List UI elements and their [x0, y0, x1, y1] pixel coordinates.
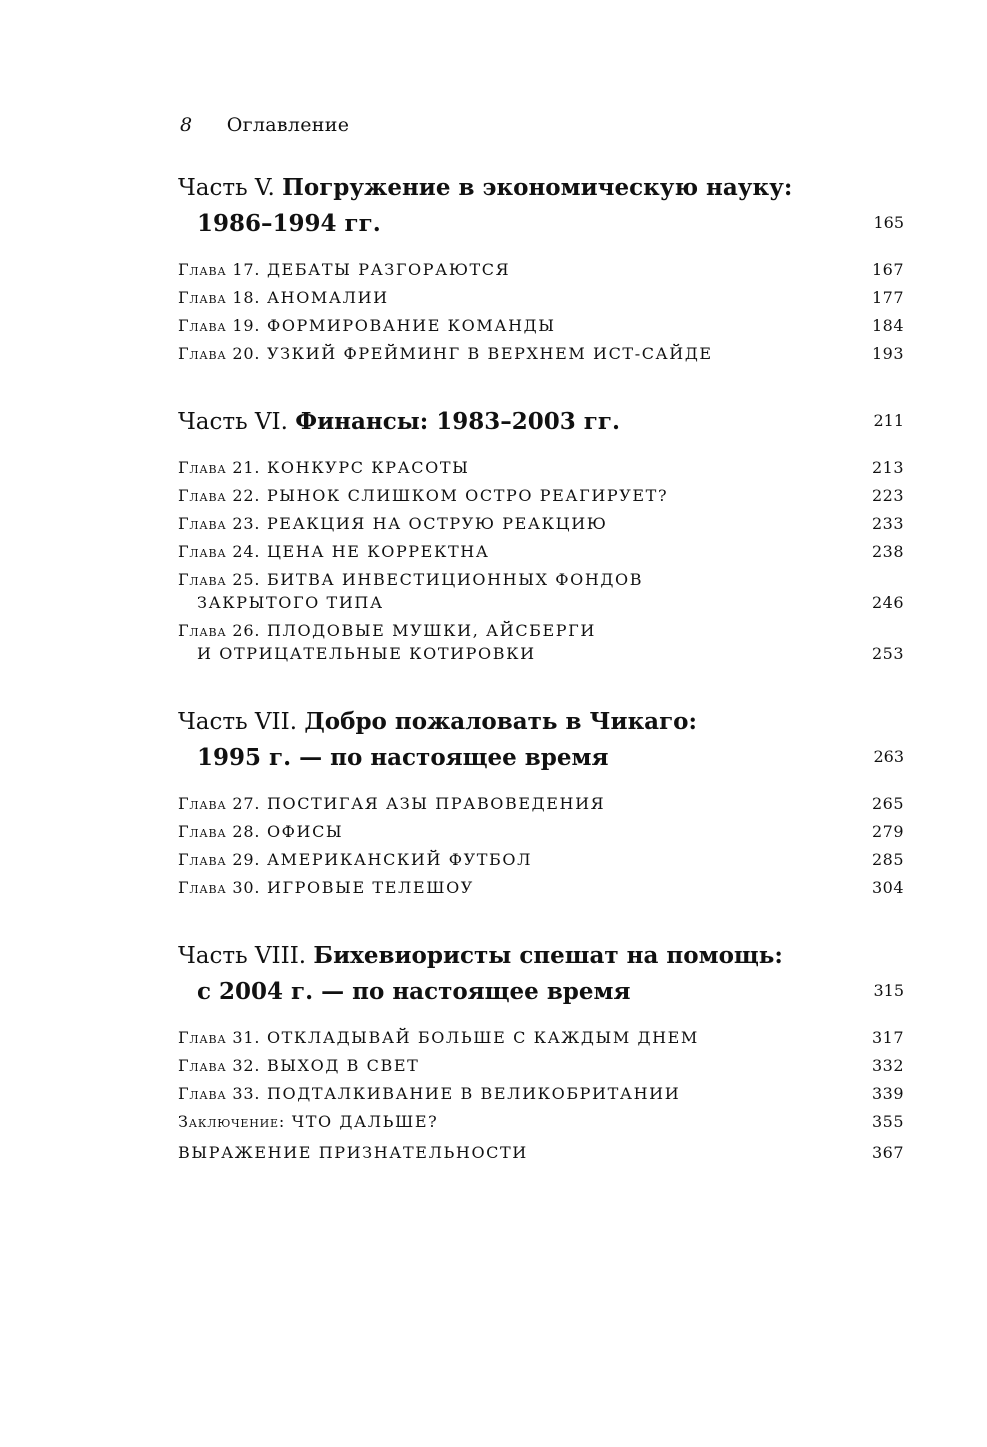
- part-label: Часть VI.: [178, 409, 288, 435]
- chapter-page-number: 304: [871, 878, 904, 897]
- chapter-page-number: 253: [871, 644, 904, 663]
- part-label: Часть VIII.: [178, 943, 307, 969]
- chapter-prefix: Заключение:: [178, 1112, 286, 1131]
- chapter-page-number: 167: [871, 260, 904, 279]
- chapter-entry[interactable]: [178, 286, 904, 309]
- chapter-entry[interactable]: [178, 484, 904, 507]
- chapter-entry[interactable]: [178, 792, 904, 815]
- back-matter-page-number: 367: [871, 1143, 904, 1162]
- chapter-page-number: 213: [871, 458, 904, 477]
- chapter-entry[interactable]: [178, 1026, 904, 1049]
- chapter-page-number: 193: [871, 344, 904, 363]
- chapter-page-number: 285: [871, 850, 904, 869]
- chapter-title-line2: И ОТРИЦАТЕЛЬНЫЕ КОТИРОВКИ: [197, 644, 536, 663]
- chapter-entry[interactable]: [178, 1054, 904, 1077]
- part-heading-continued: [178, 740, 904, 776]
- section-spacer: [178, 904, 904, 938]
- chapter-page-number: 317: [871, 1028, 904, 1047]
- chapter-title: ВЫХОД В СВЕТ: [266, 1056, 420, 1075]
- chapter-entry[interactable]: [178, 540, 904, 563]
- chapter-title: ДЕБАТЫ РАЗГОРАЮТСЯ: [266, 260, 511, 279]
- chapter-entry[interactable]: [178, 619, 904, 665]
- chapter-prefix: Глава 27.: [178, 794, 261, 813]
- chapter-entry[interactable]: [178, 1110, 904, 1133]
- chapter-page-number: 177: [871, 288, 904, 307]
- part-heading[interactable]: [178, 170, 904, 206]
- chapter-entry[interactable]: [178, 512, 904, 535]
- chapter-entry[interactable]: [178, 876, 904, 899]
- chapter-title: ЦЕНА НЕ КОРРЕКТНА: [266, 542, 490, 561]
- chapter-title: АМЕРИКАНСКИЙ ФУТБОЛ: [266, 850, 533, 869]
- chapter-entry[interactable]: [178, 820, 904, 843]
- part-page-number: 165: [873, 213, 904, 232]
- chapter-prefix: Глава 25.: [178, 570, 261, 589]
- chapter-title: АНОМАЛИИ: [266, 288, 389, 307]
- toc-part: [178, 938, 904, 1010]
- chapter-page-number: 233: [871, 514, 904, 533]
- part-title-line2: с 2004 г. — по настоящее время: [197, 978, 631, 1005]
- chapter-prefix: Глава 32.: [178, 1056, 261, 1075]
- chapter-prefix: Глава 23.: [178, 514, 261, 533]
- chapter-page-number: 246: [871, 593, 904, 612]
- chapter-prefix: Глава 18.: [178, 288, 261, 307]
- chapter-prefix: Глава 20.: [178, 344, 261, 363]
- chapter-entry[interactable]: [178, 1082, 904, 1105]
- chapter-page-number: 279: [871, 822, 904, 841]
- toc-part: [178, 704, 904, 776]
- part-label: Часть V.: [178, 175, 275, 201]
- chapter-title: ОТКЛАДЫВАЙ БОЛЬШЕ С КАЖДЫМ ДНЕМ: [266, 1028, 699, 1047]
- chapter-title: ФОРМИРОВАНИЕ КОМАНДЫ: [266, 316, 556, 335]
- chapter-prefix: Глава 31.: [178, 1028, 261, 1047]
- part-title: Погружение в экономическую науку:: [282, 174, 793, 201]
- running-head: [180, 114, 349, 136]
- chapter-title: КОНКУРС КРАСОТЫ: [266, 458, 470, 477]
- chapter-title: БИТВА ИНВЕСТИЦИОННЫХ ФОНДОВ: [266, 570, 644, 589]
- back-matter-title: ВЫРАЖЕНИЕ ПРИЗНАТЕЛЬНОСТИ: [178, 1143, 528, 1162]
- chapter-entry[interactable]: [178, 342, 904, 365]
- chapter-page-number: 238: [871, 542, 904, 561]
- chapter-prefix: Глава 29.: [178, 850, 261, 869]
- chapter-prefix: Глава 26.: [178, 621, 261, 640]
- chapter-prefix: Глава 17.: [178, 260, 261, 279]
- part-heading-continued: [178, 974, 904, 1010]
- chapter-title: ОФИСЫ: [266, 822, 344, 841]
- toc-part: [178, 404, 904, 440]
- chapter-entry[interactable]: [178, 314, 904, 337]
- part-label: Часть VII.: [178, 709, 298, 735]
- chapter-prefix: Глава 33.: [178, 1084, 261, 1103]
- toc-part: [178, 170, 904, 242]
- chapter-title: ЧТО ДАЛЬШЕ?: [291, 1112, 439, 1131]
- section-spacer: [178, 670, 904, 704]
- chapter-title: ИГРОВЫЕ ТЕЛЕШОУ: [266, 878, 474, 897]
- chapter-title: ПОДТАЛКИВАНИЕ В ВЕЛИКОБРИТАНИИ: [266, 1084, 681, 1103]
- part-page-number: 211: [873, 411, 904, 430]
- chapter-prefix: Глава 21.: [178, 458, 261, 477]
- part-heading-continued: [178, 206, 904, 242]
- chapter-title: УЗКИЙ ФРЕЙМИНГ В ВЕРХНЕМ ИСТ-САЙДЕ: [266, 344, 713, 363]
- chapter-title-line2: ЗАКРЫТОГО ТИПА: [197, 593, 384, 612]
- chapter-prefix: Глава 22.: [178, 486, 261, 505]
- chapter-page-number: 355: [871, 1112, 904, 1131]
- chapter-entry[interactable]: [178, 848, 904, 871]
- chapter-entry[interactable]: [178, 258, 904, 281]
- part-title: Добро пожаловать в Чикаго:: [304, 708, 698, 735]
- chapter-prefix: Глава 28.: [178, 822, 261, 841]
- chapter-prefix: Глава 30.: [178, 878, 261, 897]
- chapter-prefix: Глава 24.: [178, 542, 261, 561]
- part-heading[interactable]: [178, 704, 904, 740]
- chapter-prefix: Глава 19.: [178, 316, 261, 335]
- chapter-page-number: 265: [871, 794, 904, 813]
- chapter-page-number: 339: [871, 1084, 904, 1103]
- chapter-title: РЕАКЦИЯ НА ОСТРУЮ РЕАКЦИЮ: [266, 514, 608, 533]
- part-title: Финансы: 1983–2003 гг.: [295, 408, 620, 435]
- chapter-title: РЫНОК СЛИШКОМ ОСТРО РЕАГИРУЕТ?: [266, 486, 669, 505]
- part-page-number: 315: [873, 981, 904, 1000]
- chapter-page-number: 332: [871, 1056, 904, 1075]
- chapter-entry[interactable]: [178, 456, 904, 479]
- part-title: Бихевиористы спешат на помощь:: [313, 942, 783, 969]
- page-number: 8: [180, 114, 193, 136]
- chapter-title: ПОСТИГАЯ АЗЫ ПРАВОВЕДЕНИЯ: [266, 794, 606, 813]
- running-head-title: Оглавление: [226, 114, 350, 136]
- chapter-page-number: 184: [871, 316, 904, 335]
- section-spacer: [178, 370, 904, 404]
- part-heading[interactable]: [178, 938, 904, 974]
- back-matter-entry[interactable]: [178, 1141, 904, 1164]
- chapter-entry[interactable]: [178, 568, 904, 614]
- part-title-line2: 1995 г. — по настоящее время: [197, 744, 609, 771]
- part-heading[interactable]: [178, 404, 904, 440]
- table-of-contents: [178, 170, 904, 1169]
- chapter-title: ПЛОДОВЫЕ МУШКИ, АЙСБЕРГИ: [266, 621, 596, 640]
- part-title-line2: 1986–1994 гг.: [197, 210, 381, 237]
- chapter-page-number: 223: [871, 486, 904, 505]
- part-page-number: 263: [873, 747, 904, 766]
